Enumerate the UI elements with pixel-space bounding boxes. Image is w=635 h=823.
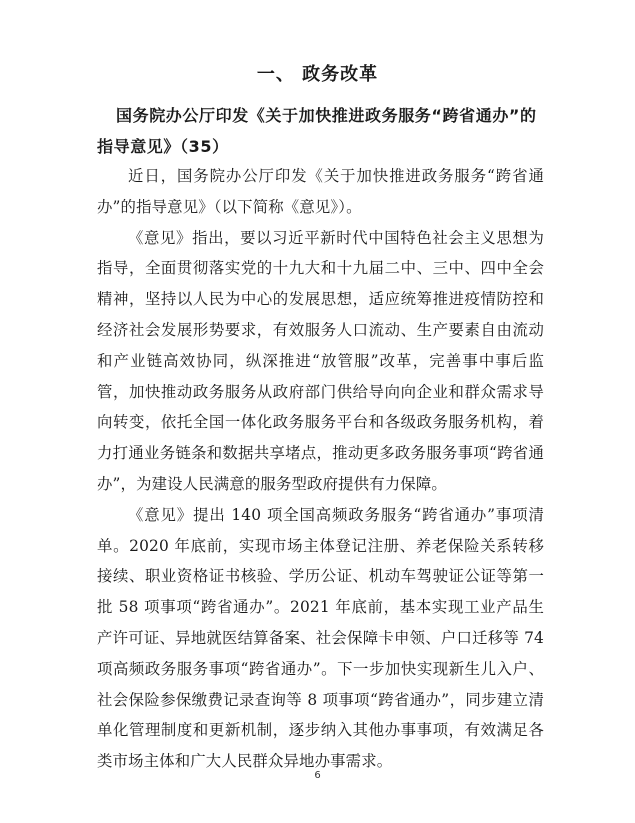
paragraph-item-list: 《意见》提出 140 项全国高频政务服务“跨省通办”事项清单。2020 年底前，实现市场主体登记注册、养老保险关系转移接续、职业资格证书核验、学历公证、机动车驾驶证公证等第一批 58 项事项“跨省通办”。2021 年底前，基本实现工业产品生产许可证、异地就医结算备案、社会保障卡申领、户口迁移等 74 项高频政务服务事项“跨省通办”。下一步加快实现新生儿入户、社会保险参保缴费记录查询等 8 项事项“跨省通办”，同步建立清单化管理制度和更新机制，逐步纳入其他办事事项，有效满足各类市场主体和广大人民群众异地办事需求。 (97, 505, 544, 771)
paragraph-guidance: 《意见》指出，要以习近平新时代中国特色社会主义思想为指导，全面贯彻落实党的十九大和十九届二中、三中、四中全会精神，坚持以人民为中心的发展思想，适应统筹推进疫情防控和经济社会发展形势要求，有效服务人口流动、生产要素自由流动和产业链高效协同，纵深推进“放管服”改革，完善事中事后监管，加快推动政务服务从政府部门供给导向向企业和群众需求导向转变，依托全国一体化政务服务平台和各级政务服务机构，着力打通业务链条和数据共享堵点，推动更多政务服务事项“跨省通办”，为建设人民满意的服务型政府提供有力保障。 (97, 228, 544, 493)
paragraph-intro: 近日，国务院办公厅印发《关于加快推进政务服务“跨省通办”的指导意见》（以下简称《意见》）。 (97, 167, 544, 216)
article-title: 国务院办公厅印发《关于加快推进政务服务“跨省通办”的指导意见》（35） (97, 106, 537, 156)
section-heading: 一、 政务改革 (256, 64, 379, 85)
article-body (97, 161, 544, 777)
page-number: 6 (314, 770, 321, 781)
